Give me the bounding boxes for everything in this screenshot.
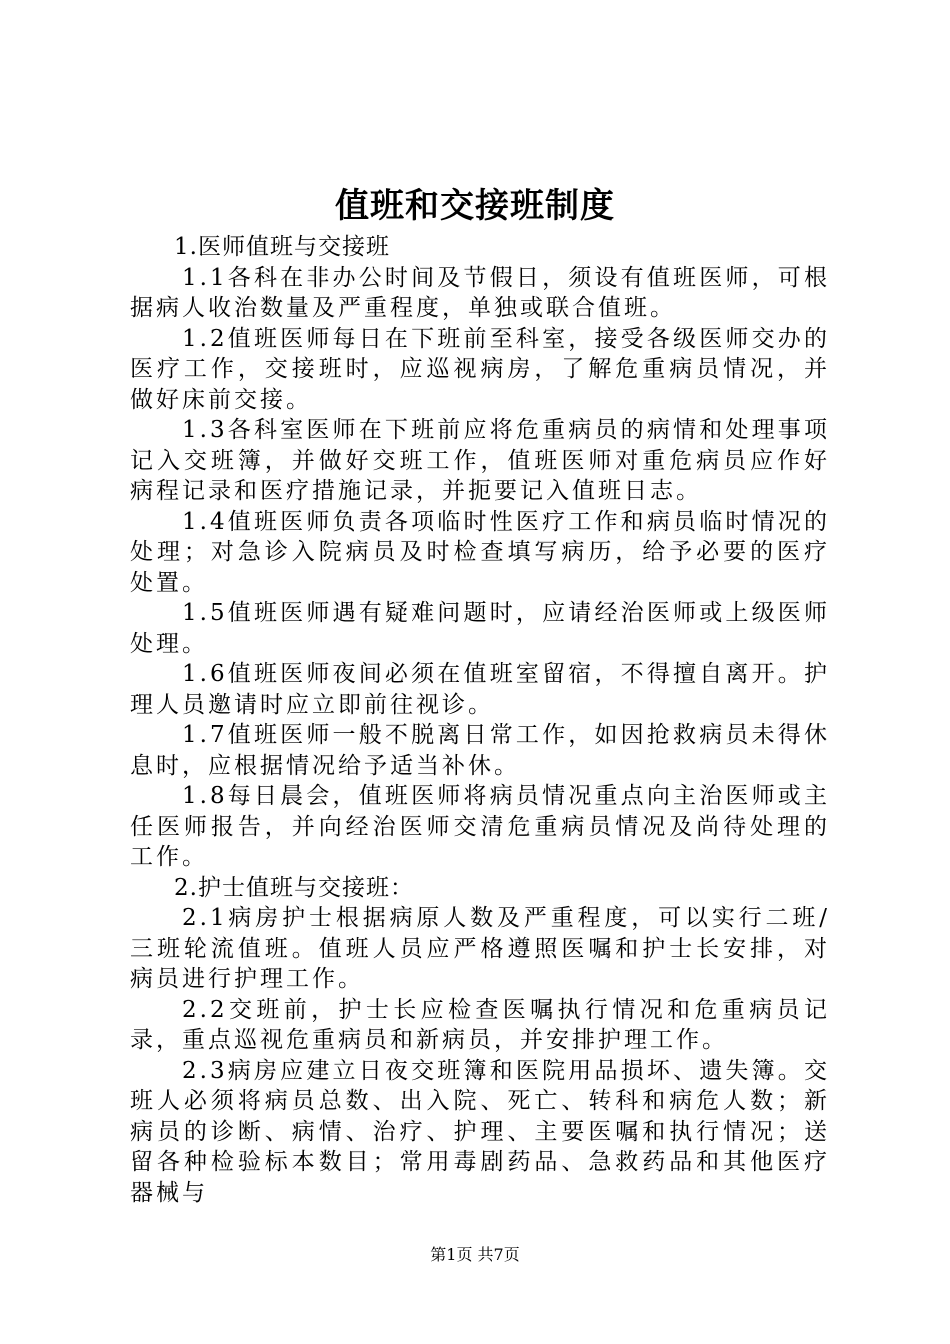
paragraph: 2.3病房应建立日夜交班簿和医院用品损坏、遗失簿。交班人必须将病员总数、出入院、死亡、转科和病危人数；新病员的诊断、病情、治疗、护理、主要医嘱和执行情况；送留各种检验标本数目；常用毒剧药品、急救药品和其他医疗器械与 bbox=[130, 1057, 830, 1206]
section-heading: 1.医师值班与交接班 bbox=[174, 234, 390, 260]
paragraph: 1.5值班医师遇有疑难问题时，应请经治医师或上级医师处理。 bbox=[130, 600, 830, 657]
paragraph: 2.2交班前，护士长应检查医嘱执行情况和危重病员记录，重点巡视危重病员和新病员，并安排护理工作。 bbox=[130, 996, 830, 1053]
paragraph: 1.4值班医师负责各项临时性医疗工作和病员临时情况的处理；对急诊入院病员及时检查填写病历，给予必要的医疗处置。 bbox=[130, 508, 830, 596]
paragraph: 1.1各科在非办公时间及节假日，须设有值班医师，可根据病人收治数量及严重程度，单独或联合值班。 bbox=[130, 264, 830, 321]
paragraph: 2.1病房护士根据病原人数及严重程度，可以实行二班/三班轮流值班。值班人员应严格遵照医嘱和护士长安排，对病员进行护理工作。 bbox=[130, 905, 830, 992]
paragraph: 1.8每日晨会，值班医师将病员情况重点向主治医师或主任医师报告，并向经治医师交清危重病员情况及尚待处理的工作。 bbox=[130, 783, 830, 870]
document-body bbox=[130, 232, 830, 1208]
paragraph: 1.3各科室医师在下班前应将危重病员的病情和处理事项记入交班簿，并做好交班工作，值班医师对重危病员应作好病程记录和医疗措施记录，并扼要记入值班日志。 bbox=[130, 417, 830, 504]
paragraph: 1.2值班医师每日在下班前至科室，接受各级医师交办的医疗工作，交接班时，应巡视病房，了解危重病员情况，并做好床前交接。 bbox=[130, 325, 830, 413]
section-heading: 2.护士值班与交接班： bbox=[174, 874, 414, 901]
page-number-footer: 第1页 共7页 bbox=[430, 1245, 520, 1264]
paragraph: 1.6值班医师夜间必须在值班室留宿，不得擅自离开。护理人员邀请时应立即前往视诊。 bbox=[130, 661, 830, 718]
paragraph: 1.7值班医师一般不脱离日常工作，如因抢救病员未得休息时，应根据情况给予适当补休。 bbox=[130, 722, 830, 779]
document-title: 值班和交接班制度 bbox=[335, 186, 615, 226]
